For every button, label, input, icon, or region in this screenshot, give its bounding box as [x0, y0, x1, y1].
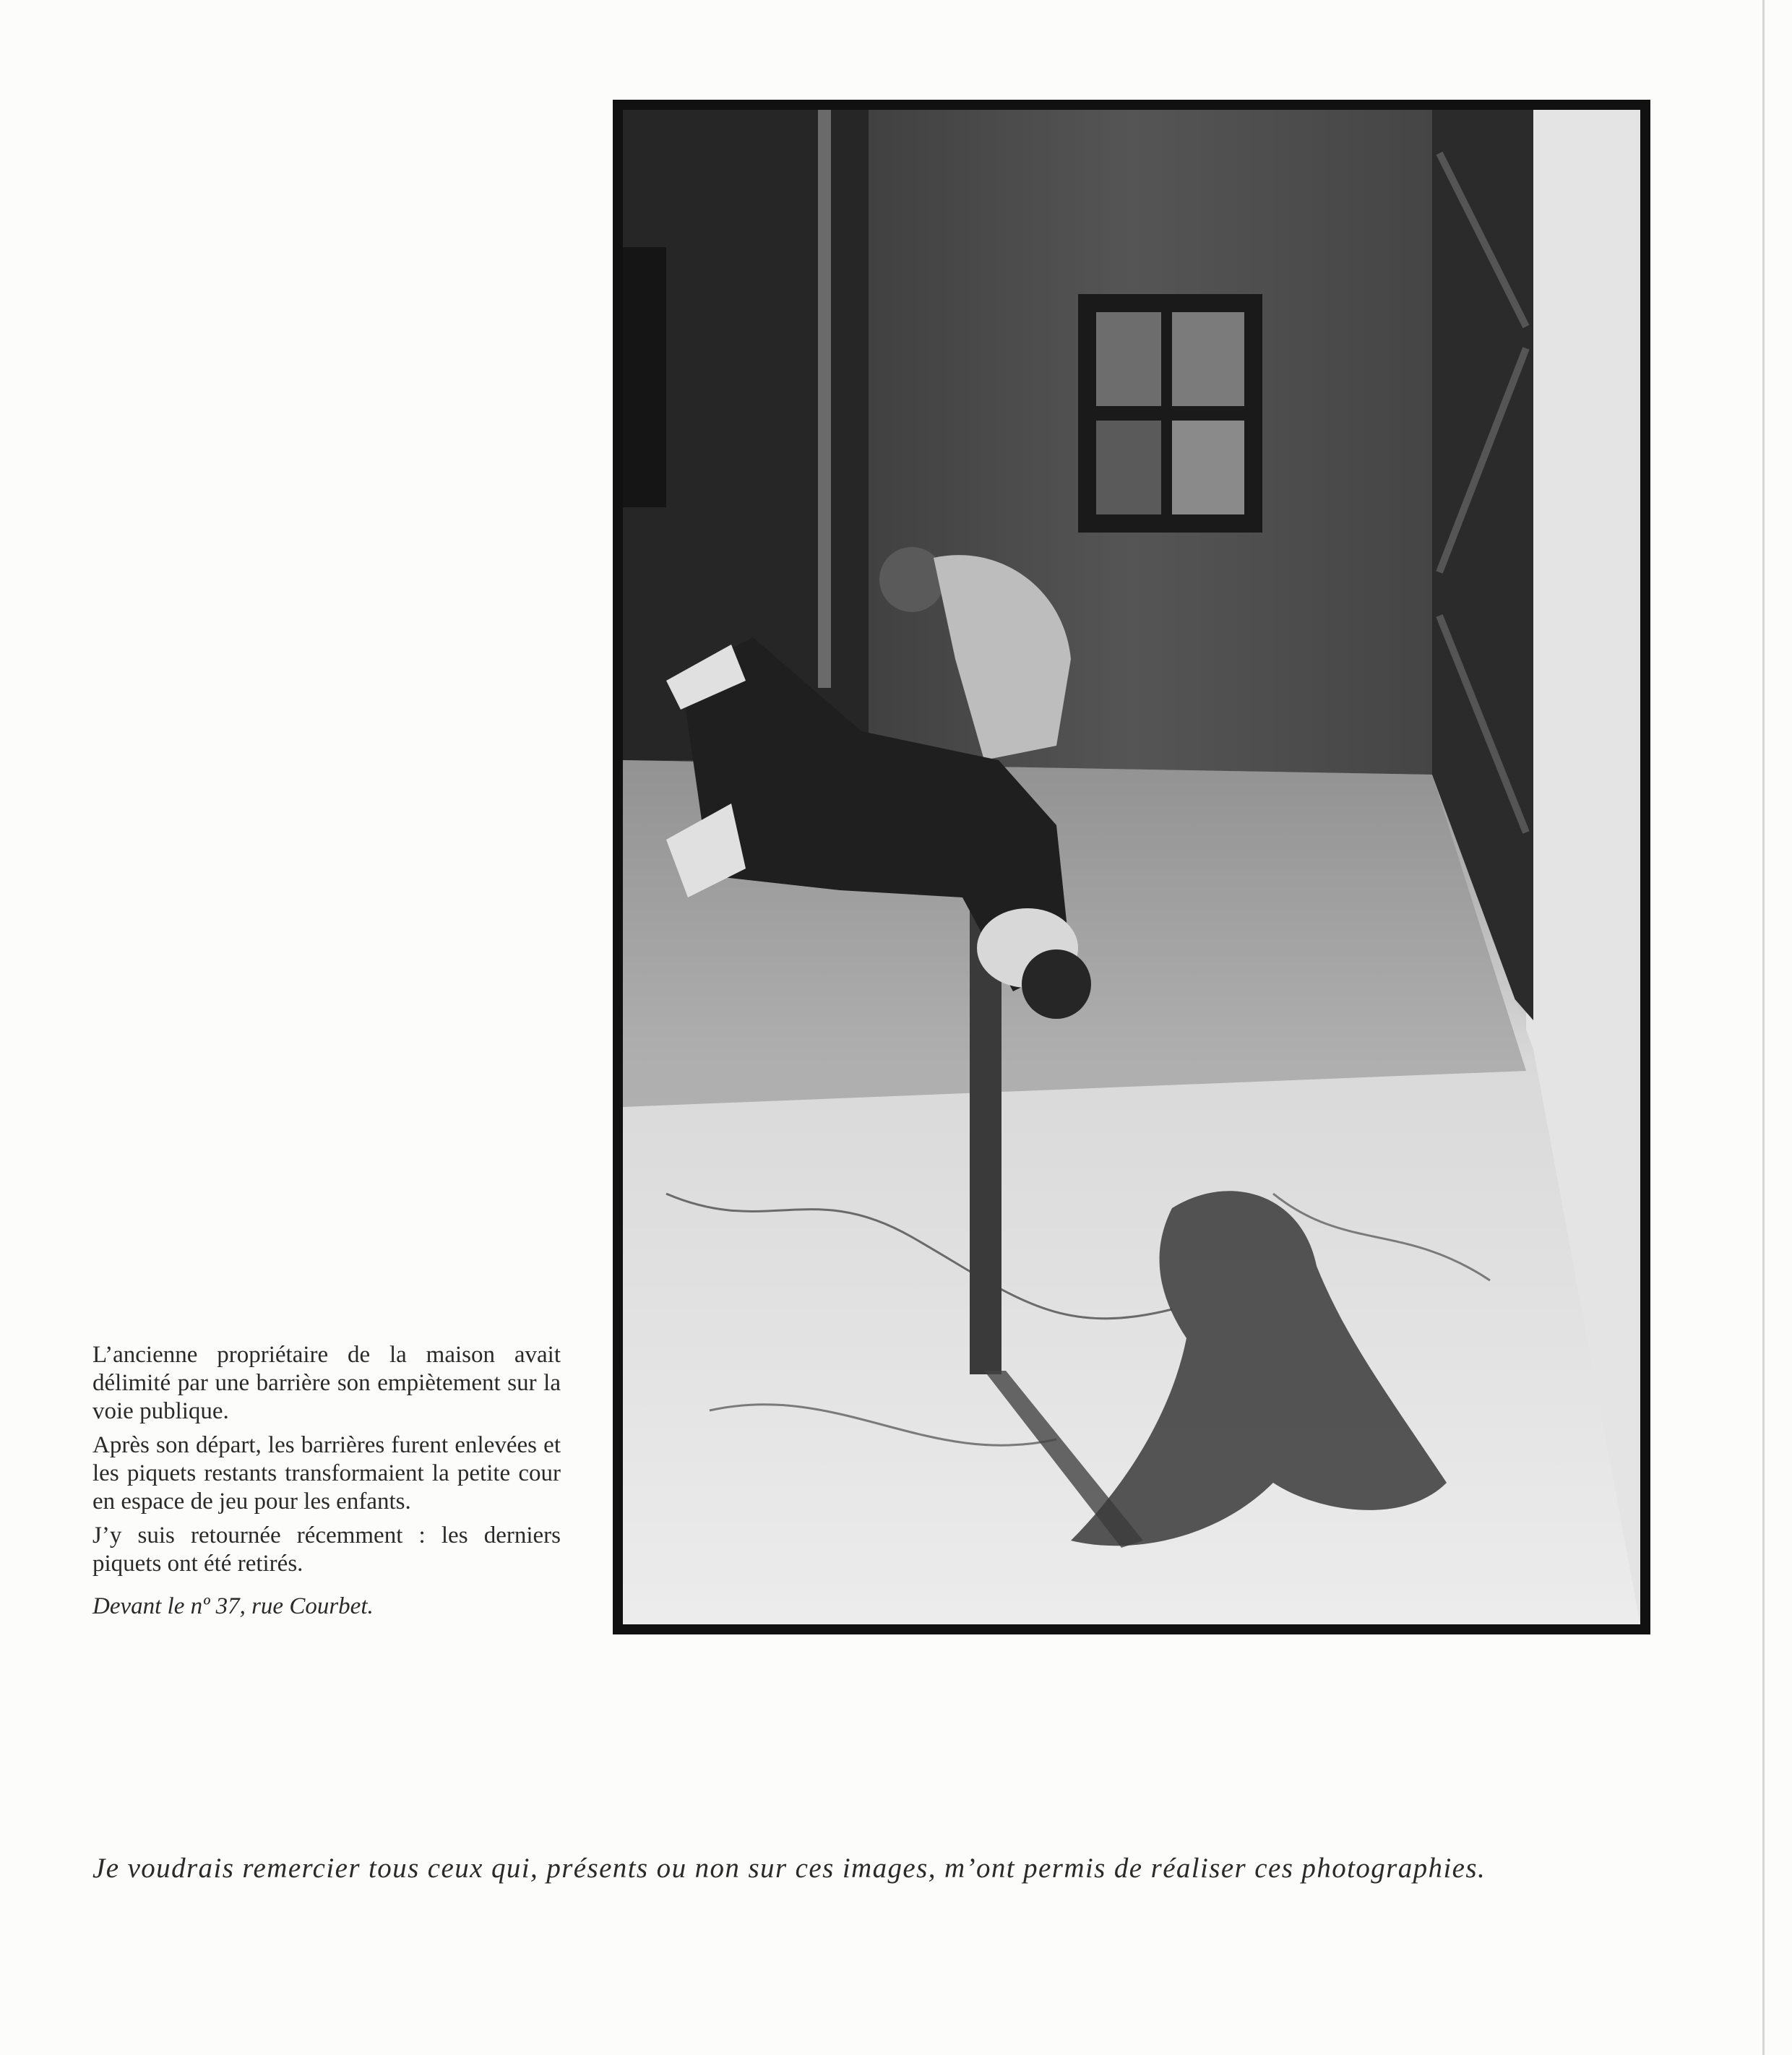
acknowledgement-text: Je voudrais remercier tous ceux qui, présents ou non sur ces images, m’ont permis de réaliser ces photographies.	[92, 1853, 1486, 1884]
photograph	[623, 110, 1640, 1624]
photograph-frame	[613, 100, 1650, 1634]
photo-caption	[92, 1341, 561, 1627]
caption-paragraph: L’ancienne propriétaire de la maison avait délimité par une barrière son empiètement sur la voie publique.	[92, 1342, 561, 1424]
page-edge	[1762, 0, 1765, 2055]
caption-paragraph: Après son départ, les barrières furent enlevées et les piquets restants transformaient la petite cour en espace de jeu pour les enfants.	[92, 1432, 561, 1515]
caption-paragraph: J’y suis retournée récemment : les derniers piquets ont été retirés.	[92, 1522, 561, 1577]
caption-location: Devant le nº 37, rue Courbet.	[92, 1593, 374, 1619]
photo-illustration-icon	[623, 110, 1640, 1624]
